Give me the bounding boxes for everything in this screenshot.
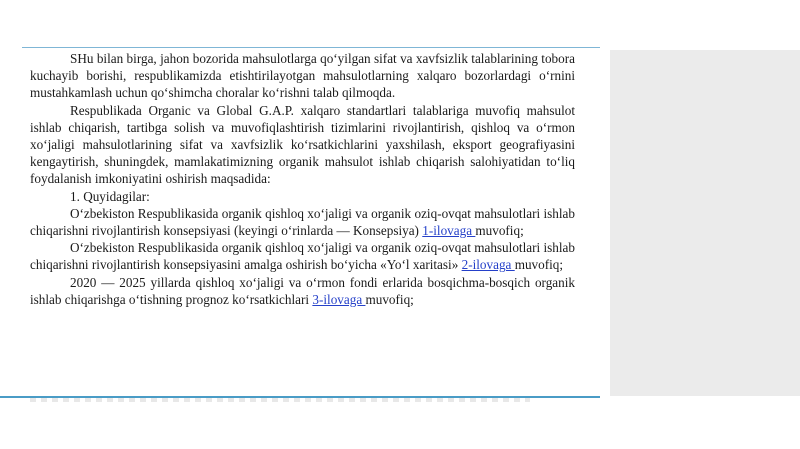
paragraph-4-text: Oʻzbekiston Respublikasida organik qishloq xoʻjaligi va organik oziq-ovqat mahsulotlari ishlab chiqarishni rivojlantirish konsepsiyasi (keyingi oʻrinlarda — Konsepsiya) [30,205,575,239]
paragraph-6-text: 2020 — 2025 yillarda qishloq xoʻjaligi va oʻrmon fondi erlarida bosqichma-bosqich organik ishlab chiqarishga oʻtishning prognoz koʻrsatkichlari [30,274,575,307]
paragraph-6-tail: muvofiq; [365,291,414,307]
annex-3-link[interactable]: 3-ilovaga [312,291,366,307]
top-divider [22,47,600,48]
paragraph-5-tail: muvofiq; [514,257,564,273]
paragraph-2: Respublikada Organic va Global G.A.P. xalqaro standartlari talablariga muvofiq mahsulot ishlab chiqarish, tartibga solish va muvofiqlashtirish tizimlarini rivojlantirish, qishloq va oʻrmon xoʻjaligi mahsulotlarining sifat va xavfsizlik koʻrsatkichlarini yaxshilash, eksport geografiyasini kengaytirish, shuningdek, mamlakatimizning organik mahsulot ishlab chiqarish salohiyatidan toʻliq foydalanish imkoniyatini oshirish maqsadida: [30,102,575,187]
paragraph-6 [30,274,575,308]
paragraph-1: SHu bilan birga, jahon bozorida mahsulotlarga qoʻyilgan sifat va xavfsizlik talablarining tobora kuchayib borishi, respublikamizda etishtirilayotgan mahsulotlarning xalqaro bozorlardagi oʻrnini mustahkamlash uchun qoʻshimcha choralar koʻrishni talab qilmoqda. [30,51,575,101]
document-body [30,50,575,396]
annex-2-link[interactable]: 2-ilovaga [461,257,515,273]
cut-off-text-line [30,398,530,402]
paragraph-5-text: Oʻzbekiston Respublikasida organik qishloq xoʻjaligi va organik oziq-ovqat mahsulotlari ishlab chiqarishni rivojlantirish konsepsiyasini amalga oshirish boʻyicha «Yoʻl xaritasi» [30,240,575,273]
paragraph-4 [30,205,575,239]
side-panel [610,50,800,396]
annex-1-link[interactable]: 1-ilovaga [422,223,476,239]
paragraph-5 [30,239,575,273]
paragraph-4-tail: muvofiq; [475,223,524,239]
paragraph-3: 1. Quyidagilar: [70,188,150,204]
